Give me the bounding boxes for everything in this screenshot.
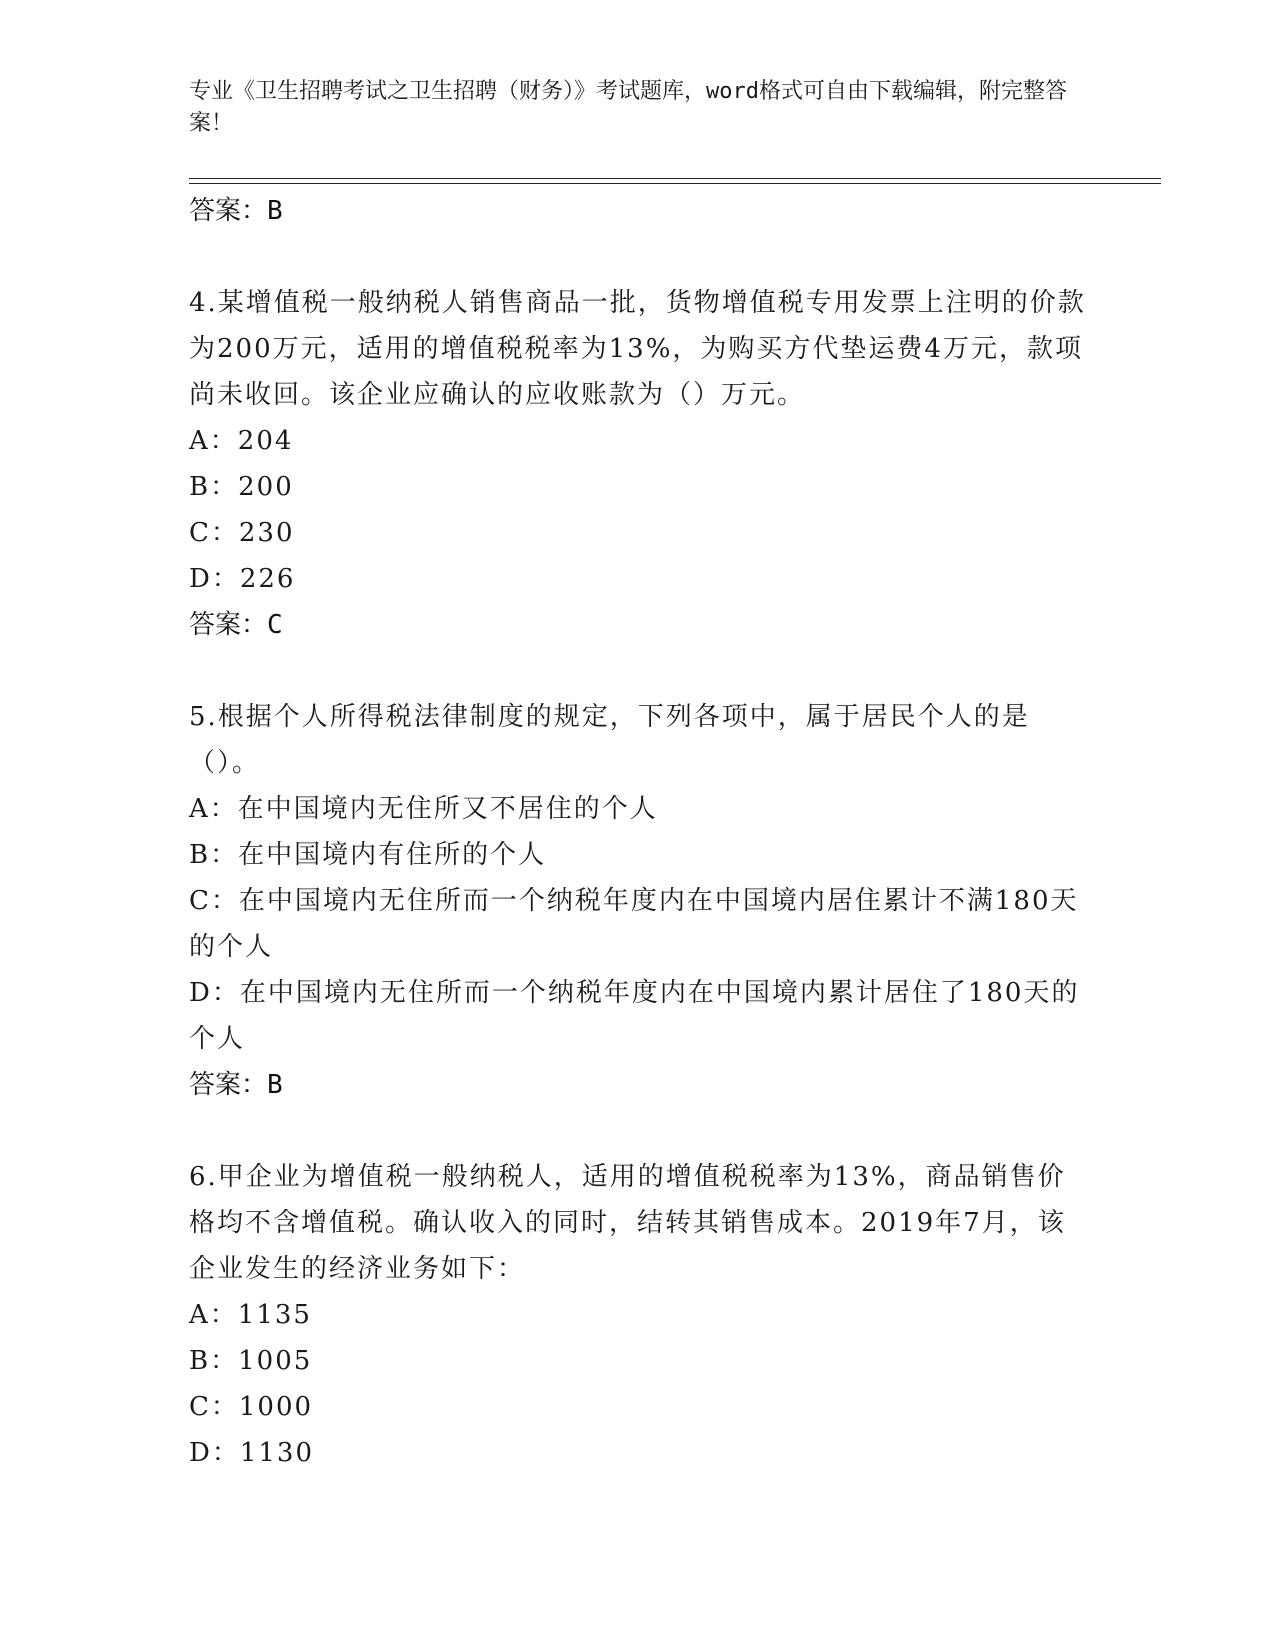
option-c: C：230 [189, 518, 295, 548]
answer-q3: 答案：B [189, 196, 283, 226]
answer-q4: 答案：C [189, 610, 283, 640]
document-body [189, 188, 1089, 1476]
question-stem: 4.某增值税一般纳税人销售商品一批，货物增值税专用发票上注明的价款为200万元，适用的增值税税率为13%，为购买方代垫运费4万元，款项尚未收回。该企业应确认的应收账款为（）万元。 [189, 288, 1086, 410]
spacer [189, 1108, 1089, 1154]
option-c: C：1000 [189, 1392, 314, 1422]
option-a: A：在中国境内无住所又不居住的个人 [189, 794, 658, 824]
question-4 [189, 280, 1089, 648]
question-stem: 5.根据个人所得税法律制度的规定，下列各项中，属于居民个人的是（）。 [189, 702, 1030, 778]
header-rule-top [189, 178, 1161, 179]
question-5 [189, 694, 1089, 1108]
option-d: D：在中国境内无住所而一个纳税年度内在中国境内累计居住了180天的个人 [189, 978, 1080, 1054]
option-b: B：200 [189, 472, 294, 502]
option-d: D：1130 [189, 1438, 315, 1468]
option-d: D：226 [189, 564, 296, 594]
spacer [189, 234, 1089, 280]
header-rule-bottom [189, 183, 1161, 184]
question-stem: 6.甲企业为增值税一般纳税人，适用的增值税税率为13%，商品销售价格均不含增值税。确认收入的同时，结转其销售成本。2019年7月，该企业发生的经济业务如下： [189, 1162, 1066, 1284]
document-header: 专业《卫生招聘考试之卫生招聘（财务）》考试题库，word格式可自由下载编辑，附完整答案！ [189, 79, 1067, 136]
option-a: A：204 [189, 426, 294, 456]
option-b: B：1005 [189, 1346, 313, 1376]
option-b: B：在中国境内有住所的个人 [189, 840, 547, 870]
option-c: C：在中国境内无住所而一个纳税年度内在中国境内居住累计不满180天的个人 [189, 886, 1079, 962]
question-6 [189, 1154, 1089, 1476]
spacer [189, 648, 1089, 694]
answer-q5: 答案：B [189, 1070, 283, 1100]
option-a: A：1135 [189, 1300, 312, 1330]
